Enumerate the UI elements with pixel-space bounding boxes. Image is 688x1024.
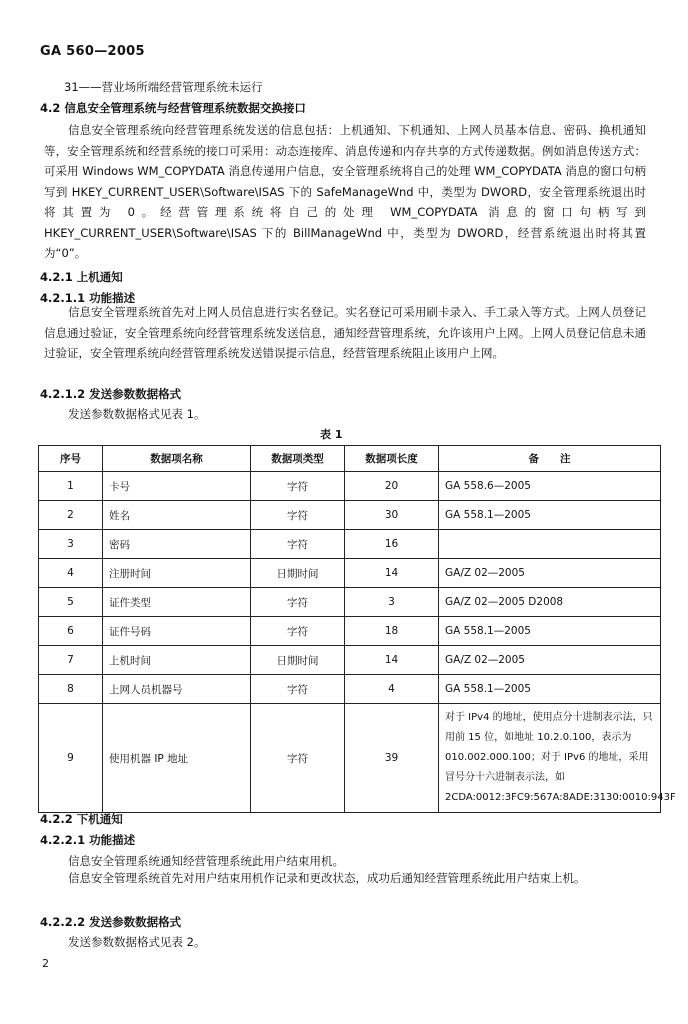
table-row (39, 530, 661, 559)
cell-remarks: GA 558.1—2005 (439, 617, 661, 646)
header-remarks: 备 注 (439, 446, 661, 472)
cell-item-name: 证件类型 (103, 588, 251, 617)
cell-seq: 5 (39, 588, 103, 617)
header-seq: 序号 (39, 446, 103, 472)
cell-item-length: 14 (345, 559, 439, 588)
cell-item-name: 姓名 (103, 501, 251, 530)
cell-item-type: 字符 (251, 472, 345, 501)
cell-item-type: 日期时间 (251, 559, 345, 588)
data-format-table (38, 445, 676, 813)
paragraph-4-2-1-2: 发送参数数据格式见表 1。 (68, 407, 206, 421)
cell-remarks: GA 558.6—2005 (439, 472, 661, 501)
cell-remarks: 对于 IPv4 的地址，使用点分十进制表示法，只用前 15 位，如地址 10.2.0.100，表示为 010.002.000.100；对于 IPv6 的地址，采用冒号分十六进制表示法，如 2CDA:0012:3FC9:567A:8ADE:3130:0010:943F (439, 704, 661, 813)
header-item-length: 数据项长度 (345, 446, 439, 472)
cell-item-type: 字符 (251, 588, 345, 617)
cell-item-length: 18 (345, 617, 439, 646)
cell-item-length: 14 (345, 646, 439, 675)
header-item-name: 数据项名称 (103, 446, 251, 472)
table-row (39, 675, 661, 704)
cell-item-type: 日期时间 (251, 646, 345, 675)
cell-item-type: 字符 (251, 675, 345, 704)
document-id: GA 560—2005 (40, 44, 145, 59)
paragraph-4-2-2-2: 发送参数数据格式见表 2。 (68, 935, 206, 949)
section-heading-4-2-1-2: 4.2.1.2 发送参数数据格式 (40, 387, 182, 401)
cell-item-name: 上网人员机器号 (103, 675, 251, 704)
cell-seq: 7 (39, 646, 103, 675)
cell-item-length: 3 (345, 588, 439, 617)
paragraph-4-2-2-1-b: 信息安全管理系统首先对用户结束用机作记录和更改状态，成功后通知经营管理系统此用户结束上机。 (68, 871, 586, 885)
cell-item-name: 卡号 (103, 472, 251, 501)
section-heading-4-2-1-1: 4.2.1.1 功能描述 (40, 291, 136, 305)
header-item-type: 数据项类型 (251, 446, 345, 472)
table-row (39, 588, 661, 617)
table-row (39, 617, 661, 646)
table-row (39, 559, 661, 588)
table-caption: 表 1 (320, 428, 343, 441)
section-heading-4-2-2: 4.2.2 下机通知 (40, 812, 123, 826)
cell-item-type: 字符 (251, 617, 345, 646)
cell-seq: 8 (39, 675, 103, 704)
cell-seq: 3 (39, 530, 103, 559)
cell-remarks: GA 558.1—2005 (439, 675, 661, 704)
cell-item-length: 4 (345, 675, 439, 704)
cell-item-length: 16 (345, 530, 439, 559)
cell-seq: 2 (39, 501, 103, 530)
cell-item-type: 字符 (251, 501, 345, 530)
table-header-row (39, 446, 661, 472)
cell-item-name: 密码 (103, 530, 251, 559)
table-row (39, 646, 661, 675)
cell-seq: 1 (39, 472, 103, 501)
table-row (39, 472, 661, 501)
cell-remarks: GA 558.1—2005 (439, 501, 661, 530)
table-row (39, 501, 661, 530)
paragraph-4-2-2-1-a: 信息安全管理系统通知经营管理系统此用户结束用机。 (68, 854, 344, 868)
cell-remarks (439, 530, 661, 559)
cell-remarks: GA/Z 02—2005 (439, 646, 661, 675)
section-heading-4-2: 4.2 信息安全管理系统与经营管理系统数据交换接口 (40, 101, 306, 115)
cell-item-type: 字符 (251, 530, 345, 559)
cell-item-name: 注册时间 (103, 559, 251, 588)
section-heading-4-2-1: 4.2.1 上机通知 (40, 270, 123, 284)
section-heading-4-2-2-2: 4.2.2.2 发送参数数据格式 (40, 915, 182, 929)
cell-remarks: GA/Z 02—2005 D2008 (439, 588, 661, 617)
list-item-31: 31——营业场所端经营管理系统未运行 (64, 80, 263, 94)
paragraph-4-2-1-1: 信息安全管理系统首先对上网人员信息进行实名登记。实名登记可采用刷卡录入、手工录入等方式。上网人员登记信息通过验证，安全管理系统向经营管理系统发送信息，通知经营管理系统，允许该用户上网。上网人员登记信息未通过验证，安全管理系统向经营管理系统发送错误提示信息，经营管理系统阻止该用户上网。 (44, 305, 646, 360)
cell-seq: 9 (39, 704, 103, 813)
cell-seq: 6 (39, 617, 103, 646)
paragraph-4-2: 信息安全管理系统向经营管理系统发送的信息包括：上机通知、下机通知、上网人员基本信息、密码、换机通知等，安全管理系统和经营系统的接口可采用：动态连接库、消息传递和内存共享的方式传递数据。例如消息传送方式：可采用 Windows WM_COPYDATA 消息传递用户信息，安全管理系统将自己的处理 WM_COPYDATA 消息的窗口句柄写到 HKEY_CURRENT_USER\Software\ISAS 下的 SafeManageWnd 中，类型为 DWORD，安全管理系统退出时将其置为 0。经营管理系统将自己的处理 WM_COPYDATA 消息的窗口句柄写到 HKEY_CURRENT_USER\Software\ISAS 下的 BillManageWnd 中，类型为 DWORD，经营系统退出时将其置为“0”。 (44, 123, 646, 260)
cell-seq: 4 (39, 559, 103, 588)
cell-item-length: 30 (345, 501, 439, 530)
cell-item-length: 20 (345, 472, 439, 501)
cell-item-length: 39 (345, 704, 439, 813)
cell-item-name: 使用机器 IP 地址 (103, 704, 251, 813)
cell-remarks: GA/Z 02—2005 (439, 559, 661, 588)
section-heading-4-2-2-1: 4.2.2.1 功能描述 (40, 833, 136, 847)
page-number: 2 (42, 957, 49, 970)
cell-item-name: 证件号码 (103, 617, 251, 646)
cell-item-type: 字符 (251, 704, 345, 813)
cell-item-name: 上机时间 (103, 646, 251, 675)
table-row (39, 704, 661, 813)
